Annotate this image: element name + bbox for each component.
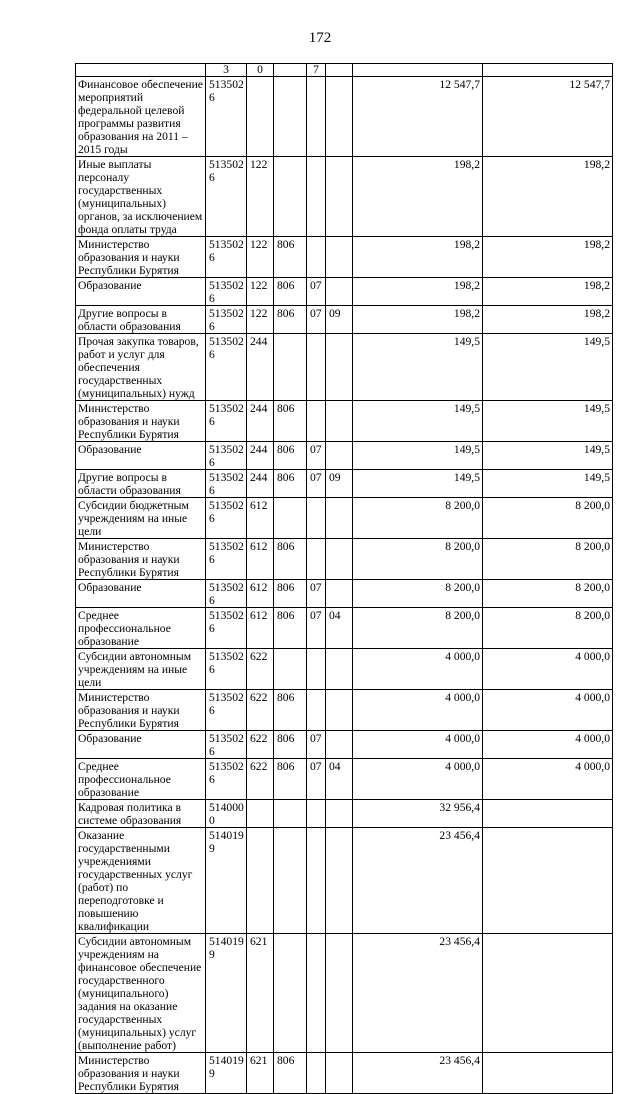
header-cell-vr: 0 [247, 64, 274, 77]
cell-grbs: 806 [274, 690, 307, 731]
cell-rz [307, 539, 326, 580]
cell-sum-2: 198,2 [483, 157, 613, 237]
table-row [76, 278, 613, 306]
cell-grbs [274, 649, 307, 690]
cell-vr [247, 800, 274, 828]
cell-grbs [274, 334, 307, 401]
cell-sum-1: 8 200,0 [353, 580, 483, 608]
cell-sum-2: 198,2 [483, 278, 613, 306]
cell-name: Оказание государственными учреждениями государственных услуг (работ) по переподготовке и повышению квалификации [76, 828, 206, 934]
table-row [76, 828, 613, 934]
cell-csr: 5135026 [206, 498, 247, 539]
cell-vr: 244 [247, 442, 274, 470]
cell-csr: 5140000 [206, 800, 247, 828]
cell-grbs: 806 [274, 580, 307, 608]
cell-name: Среднее профессиональное образование [76, 759, 206, 800]
cell-pr [326, 934, 353, 1053]
table-row [76, 157, 613, 237]
cell-grbs: 806 [274, 1053, 307, 1094]
cell-csr: 5140199 [206, 1053, 247, 1094]
cell-grbs: 806 [274, 759, 307, 800]
cell-vr: 612 [247, 608, 274, 649]
cell-name: Образование [76, 442, 206, 470]
cell-pr [326, 828, 353, 934]
cell-sum-2: 149,5 [483, 401, 613, 442]
cell-csr: 5135026 [206, 401, 247, 442]
cell-sum-2: 12 547,7 [483, 77, 613, 157]
table-row [76, 334, 613, 401]
cell-sum-2: 198,2 [483, 237, 613, 278]
cell-pr [326, 334, 353, 401]
cell-rz [307, 157, 326, 237]
cell-pr: 04 [326, 759, 353, 800]
header-cell-csr: 3 [206, 64, 247, 77]
cell-sum-1: 198,2 [353, 237, 483, 278]
cell-name: Субсидии автономным учреждениям на иные цели [76, 649, 206, 690]
budget-table-body [76, 64, 613, 1094]
cell-vr: 612 [247, 539, 274, 580]
cell-name: Прочая закупка товаров, работ и услуг для обеспечения государственных (муниципальных) нужд [76, 334, 206, 401]
cell-sum-1: 8 200,0 [353, 608, 483, 649]
cell-grbs: 806 [274, 237, 307, 278]
cell-vr: 622 [247, 690, 274, 731]
cell-pr [326, 690, 353, 731]
cell-sum-2: 8 200,0 [483, 580, 613, 608]
cell-sum-2: 4 000,0 [483, 690, 613, 731]
cell-vr: 622 [247, 731, 274, 759]
cell-vr: 622 [247, 649, 274, 690]
cell-vr: 244 [247, 334, 274, 401]
cell-rz [307, 498, 326, 539]
cell-rz: 07 [307, 580, 326, 608]
cell-csr: 5135026 [206, 470, 247, 498]
cell-pr [326, 1053, 353, 1094]
cell-sum-2 [483, 934, 613, 1053]
cell-sum-1: 8 200,0 [353, 498, 483, 539]
cell-csr: 5135026 [206, 649, 247, 690]
cell-name: Другие вопросы в области образования [76, 470, 206, 498]
cell-name: Министерство образования и науки Республики Бурятия [76, 401, 206, 442]
table-row [76, 759, 613, 800]
table-row [76, 401, 613, 442]
cell-rz: 07 [307, 759, 326, 800]
table-row [76, 580, 613, 608]
cell-rz [307, 800, 326, 828]
cell-pr [326, 539, 353, 580]
cell-csr: 5135026 [206, 157, 247, 237]
cell-pr [326, 401, 353, 442]
cell-csr: 5135026 [206, 442, 247, 470]
table-row [76, 442, 613, 470]
cell-csr: 5135026 [206, 690, 247, 731]
cell-pr: 04 [326, 608, 353, 649]
cell-sum-2 [483, 800, 613, 828]
cell-name: Образование [76, 731, 206, 759]
cell-sum-2: 149,5 [483, 470, 613, 498]
table-row [76, 470, 613, 498]
table-row [76, 77, 613, 157]
cell-vr: 122 [247, 237, 274, 278]
cell-grbs: 806 [274, 470, 307, 498]
cell-grbs [274, 934, 307, 1053]
cell-csr: 5135026 [206, 237, 247, 278]
cell-name: Образование [76, 580, 206, 608]
cell-sum-1: 23 456,4 [353, 1053, 483, 1094]
cell-pr [326, 800, 353, 828]
cell-sum-1: 4 000,0 [353, 690, 483, 731]
cell-pr [326, 580, 353, 608]
cell-sum-1: 4 000,0 [353, 759, 483, 800]
cell-name: Министерство образования и науки Республики Бурятия [76, 237, 206, 278]
cell-name: Иные выплаты персоналу государственных (муниципальных) органов, за исключением фонда оплаты труда [76, 157, 206, 237]
cell-grbs: 806 [274, 442, 307, 470]
cell-rz [307, 690, 326, 731]
cell-csr: 5135026 [206, 731, 247, 759]
cell-vr: 621 [247, 1053, 274, 1094]
cell-rz: 07 [307, 278, 326, 306]
cell-rz [307, 77, 326, 157]
cell-sum-1: 149,5 [353, 442, 483, 470]
cell-pr [326, 649, 353, 690]
cell-sum-1: 198,2 [353, 306, 483, 334]
cell-pr [326, 237, 353, 278]
cell-sum-1: 149,5 [353, 470, 483, 498]
cell-rz [307, 401, 326, 442]
cell-sum-2 [483, 828, 613, 934]
cell-csr: 5135026 [206, 608, 247, 649]
table-row [76, 1053, 613, 1094]
header-cell-sum1 [353, 64, 483, 77]
cell-rz: 07 [307, 306, 326, 334]
cell-sum-2: 8 200,0 [483, 539, 613, 580]
cell-sum-2: 4 000,0 [483, 649, 613, 690]
cell-sum-2: 4 000,0 [483, 731, 613, 759]
cell-sum-1: 149,5 [353, 401, 483, 442]
cell-vr: 122 [247, 278, 274, 306]
cell-sum-1: 4 000,0 [353, 731, 483, 759]
cell-vr: 621 [247, 934, 274, 1053]
cell-pr: 09 [326, 306, 353, 334]
cell-sum-2: 8 200,0 [483, 498, 613, 539]
cell-pr [326, 278, 353, 306]
cell-rz [307, 649, 326, 690]
cell-sum-2: 149,5 [483, 442, 613, 470]
cell-vr: 244 [247, 401, 274, 442]
cell-grbs [274, 157, 307, 237]
table-row [76, 649, 613, 690]
page-number: 172 [308, 30, 332, 46]
cell-name: Субсидии бюджетным учреждениям на иные цели [76, 498, 206, 539]
cell-sum-2: 149,5 [483, 334, 613, 401]
cell-csr: 5135026 [206, 77, 247, 157]
cell-rz: 07 [307, 731, 326, 759]
table-row [76, 498, 613, 539]
table-row [76, 237, 613, 278]
cell-csr: 5135026 [206, 306, 247, 334]
cell-vr: 122 [247, 306, 274, 334]
cell-sum-1: 198,2 [353, 157, 483, 237]
budget-table [75, 63, 613, 1094]
table-row [76, 800, 613, 828]
cell-name: Среднее профессиональное образование [76, 608, 206, 649]
cell-vr: 244 [247, 470, 274, 498]
table-header-row [76, 64, 613, 77]
cell-sum-1: 32 956,4 [353, 800, 483, 828]
cell-csr: 5135026 [206, 334, 247, 401]
cell-sum-1: 4 000,0 [353, 649, 483, 690]
cell-name: Финансовое обеспечение мероприятий федеральной целевой программы развития образования на 2011 – 2015 годы [76, 77, 206, 157]
cell-name: Министерство образования и науки Республики Бурятия [76, 690, 206, 731]
cell-sum-1: 23 456,4 [353, 934, 483, 1053]
cell-grbs: 806 [274, 731, 307, 759]
cell-sum-2: 4 000,0 [483, 759, 613, 800]
cell-sum-1: 12 547,7 [353, 77, 483, 157]
table-row [76, 608, 613, 649]
cell-grbs: 806 [274, 608, 307, 649]
cell-sum-1: 198,2 [353, 278, 483, 306]
header-cell-sum2 [483, 64, 613, 77]
cell-vr: 622 [247, 759, 274, 800]
cell-name: Министерство образования и науки Республики Бурятия [76, 1053, 206, 1094]
table-row [76, 690, 613, 731]
cell-vr: 612 [247, 580, 274, 608]
table-row [76, 934, 613, 1053]
cell-pr: 09 [326, 470, 353, 498]
cell-rz: 07 [307, 442, 326, 470]
cell-csr: 5140199 [206, 828, 247, 934]
cell-sum-1: 8 200,0 [353, 539, 483, 580]
table-row [76, 731, 613, 759]
cell-vr [247, 77, 274, 157]
cell-rz [307, 934, 326, 1053]
cell-pr [326, 77, 353, 157]
cell-rz [307, 828, 326, 934]
cell-csr: 5140199 [206, 934, 247, 1053]
cell-pr [326, 157, 353, 237]
table-row [76, 539, 613, 580]
cell-vr: 122 [247, 157, 274, 237]
header-cell-pr [326, 64, 353, 77]
cell-grbs [274, 800, 307, 828]
cell-rz [307, 334, 326, 401]
cell-grbs: 806 [274, 306, 307, 334]
cell-pr [326, 731, 353, 759]
cell-rz: 07 [307, 470, 326, 498]
cell-csr: 5135026 [206, 278, 247, 306]
cell-name: Образование [76, 278, 206, 306]
cell-grbs: 806 [274, 278, 307, 306]
cell-grbs: 806 [274, 401, 307, 442]
cell-csr: 5135026 [206, 539, 247, 580]
cell-pr [326, 442, 353, 470]
table-row [76, 306, 613, 334]
cell-name: Субсидии автономным учреждениям на финансовое обеспечение государственного (муниципального) задания на оказание государственных (муниципальных) услуг (выполнение работ) [76, 934, 206, 1053]
header-cell-rz: 7 [307, 64, 326, 77]
cell-grbs [274, 828, 307, 934]
cell-name: Другие вопросы в области образования [76, 306, 206, 334]
cell-sum-2: 8 200,0 [483, 608, 613, 649]
cell-name: Министерство образования и науки Республики Бурятия [76, 539, 206, 580]
cell-vr: 612 [247, 498, 274, 539]
cell-csr: 5135026 [206, 759, 247, 800]
cell-name: Кадровая политика в системе образования [76, 800, 206, 828]
header-cell-grbs [274, 64, 307, 77]
cell-sum-1: 23 456,4 [353, 828, 483, 934]
cell-rz [307, 237, 326, 278]
cell-grbs [274, 77, 307, 157]
cell-sum-2: 198,2 [483, 306, 613, 334]
cell-rz: 07 [307, 608, 326, 649]
header-cell-name [76, 64, 206, 77]
cell-pr [326, 498, 353, 539]
cell-vr [247, 828, 274, 934]
cell-rz [307, 1053, 326, 1094]
cell-grbs [274, 498, 307, 539]
cell-sum-1: 149,5 [353, 334, 483, 401]
cell-grbs: 806 [274, 539, 307, 580]
cell-sum-2 [483, 1053, 613, 1094]
cell-csr: 5135026 [206, 580, 247, 608]
